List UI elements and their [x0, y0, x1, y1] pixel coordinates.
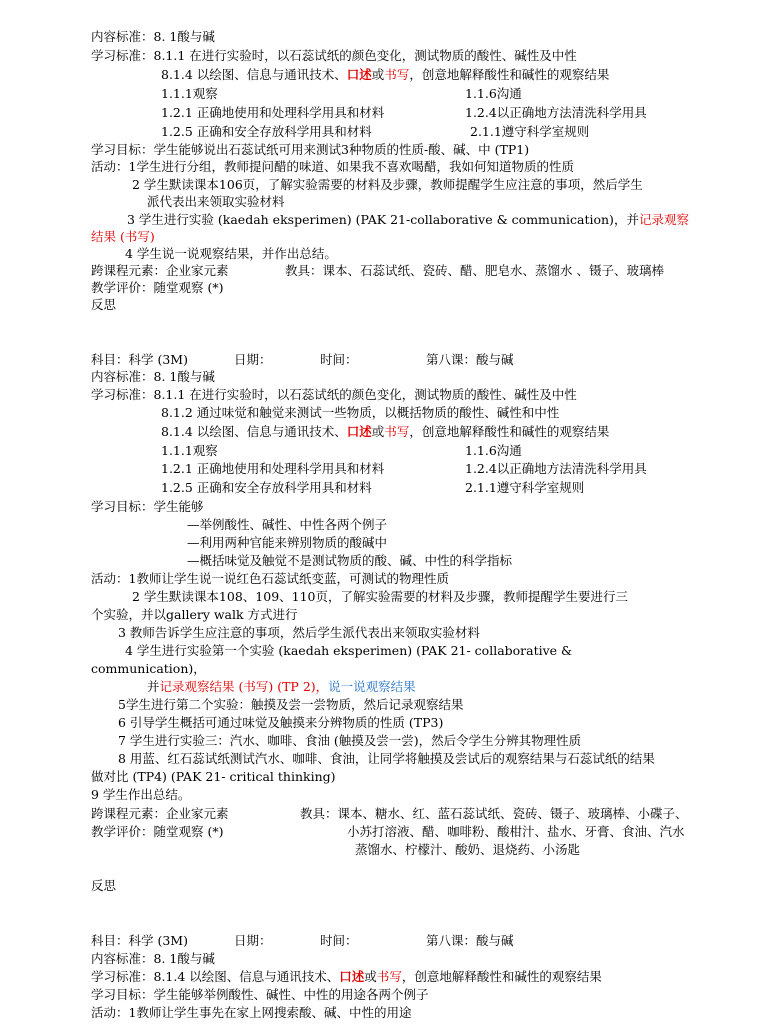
activity-8-cont: 做对比 (TP4) (PAK 21- critical thinking) [91, 769, 336, 784]
activity-2-cont: 派代表出来领取实验材料 [147, 194, 285, 209]
assessment: 教学评价：随堂观察 (*) [91, 280, 224, 295]
skill-116: 1.1.6沟通 [465, 86, 522, 101]
skill-211: 2.1.1遵守科学室规则 [470, 124, 590, 139]
date-label: 日期： [234, 352, 272, 367]
activity-2: 2 学生默读课本106页，了解实验需要的材料及步骤，教师提醒学生应注意的事项，然后学生 [132, 177, 643, 192]
assessment: 教学评价：随堂观察 (*) [91, 824, 224, 839]
skill-211: 2.1.1遵守科学室规则 [465, 480, 585, 495]
content-standard: 内容标准：8. 1酸与碱 [91, 951, 215, 966]
activity-6: 6 引导学生概括可通过味觉及触摸来分辨物质的性质 (TP3) [118, 715, 444, 730]
activity-3: 3 学生进行实验 (kaedah eksperimen) (PAK 21-collaborative & communication)，并记录观察 [127, 212, 689, 227]
learning-objective: 学习目标：学生能够说出石蕊试纸可用来测试3种物质的性质-酸、碱、中 (TP1) [91, 142, 530, 157]
subject: 科目：科学 (3M) [91, 933, 188, 948]
content-standard: 内容标准：8. 1酸与碱 [91, 29, 215, 44]
activity-4-cont: communication)， [91, 661, 206, 676]
skill-124: 1.2.4以正确地方法清洗科学用具 [465, 461, 647, 476]
objective-1: —举例酸性、碱性、中性各两个例子 [187, 517, 388, 532]
date-label: 日期： [234, 933, 272, 948]
learning-standard-811: 学习标准：8.1.1 在进行实验时，以石蕊试纸的颜色变化，测试物质的酸性、碱性及中性 [91, 387, 577, 402]
skill-125: 1.2.5 正确和安全存放科学用具和材料 [161, 124, 372, 139]
activity-1: 活动：1学生进行分组，教师提问醋的味道、如果我不喜欢喝醋，我如何知道物质的性质 [91, 159, 574, 174]
content-standard: 内容标准：8. 1酸与碱 [91, 369, 215, 384]
learning-objective: 学习目标：学生能够 [91, 499, 204, 514]
learning-standard-811: 学习标准：8.1.1 在进行实验时，以石蕊试纸的颜色变化，测试物质的酸性、碱性及中性 [91, 48, 577, 63]
lesson-title: 第八课：酸与碱 [426, 352, 514, 367]
objective-2: —利用两种官能来辨别物质的酸碱中 [187, 535, 388, 550]
skill-116: 1.1.6沟通 [465, 443, 522, 458]
objective-3: —概括味觉及触觉不是测试物质的酸、碱、中性的科学指标 [187, 553, 513, 568]
activity-3: 3 教师告诉学生应注意的事项，然后学生派代表出来领取实验材料 [118, 625, 480, 640]
time-label: 时间： [320, 352, 358, 367]
lesson-title: 第八课：酸与碱 [426, 933, 514, 948]
teaching-aids-3: 蒸馏水、柠檬汁、酸奶、退烧药、小汤匙 [355, 842, 581, 857]
learning-standard-814: 8.1.4 以绘图、信息与通讯技术、口述或书写，创意地解释酸性和碱性的观察结果 [161, 424, 610, 439]
activity-1: 活动：1教师让学生说一说红色石蕊试纸变蓝，可测试的物理性质 [91, 571, 449, 586]
activity-1: 活动：1教师让学生事先在家上网搜索酸、碱、中性的用途 [91, 1005, 412, 1020]
reflection: 反思 [91, 878, 117, 893]
skill-111: 1.1.1观察 [161, 443, 218, 458]
skill-124: 1.2.4以正确地方法清洗科学用具 [465, 105, 647, 120]
learning-standard-814: 学习标准：8.1.4 以绘图、信息与通讯技术、口述或书写，创意地解释酸性和碱性的观察结果 [91, 969, 602, 984]
cross-curricular: 跨课程元素：企业家元素 [91, 263, 229, 278]
activity-3-cont: 结果 (书写) [91, 229, 155, 244]
cross-curricular: 跨课程元素：企业家元素 [91, 806, 229, 821]
activity-4: 4 学生进行实验第一个实验 (kaedah eksperimen) (PAK 21- collaborative & [125, 643, 573, 658]
learning-objective: 学习目标：学生能够举例酸性、碱性、中性的用途各两个例子 [91, 987, 429, 1002]
skill-111: 1.1.1观察 [161, 86, 218, 101]
learning-standard-814: 8.1.4 以绘图、信息与通讯技术、口述或书写，创意地解释酸性和碱性的观察结果 [161, 67, 610, 82]
subject: 科目：科学 (3M) [91, 352, 188, 367]
activity-9: 9 学生作出总结。 [91, 787, 191, 802]
teaching-aids-2: 小苏打溶液、醋、咖啡粉、酸柑汁、盐水、牙膏、食油、汽水 [347, 824, 685, 839]
activity-4-record: 并记录观察结果 (书写) (TP 2)，说一说观察结果 [147, 679, 416, 694]
skill-121: 1.2.1 正确地使用和处理科学用具和材料 [161, 105, 385, 120]
activity-2: 2 学生默读课本108、109、110页，了解实验需要的材料及步骤，教师提醒学生要进行三 [132, 589, 629, 604]
teaching-aids: 教具：课本、糖水、红、蓝石蕊试纸、瓷砖、镊子、玻璃棒、小碟子、 [300, 806, 688, 821]
activity-8: 8 用蓝、红石蕊试纸测试汽水、咖啡、食油，让同学将触摸及尝试后的观察结果与石蕊试纸的结果 [118, 751, 655, 766]
reflection: 反思 [91, 297, 117, 312]
activity-5: 5学生进行第二个实验：触摸及尝一尝物质，然后记录观察结果 [118, 697, 464, 712]
teaching-aids: 教具：课本、石蕊试纸、瓷砖、醋、肥皂水、蒸馏水 、镊子、玻璃棒 [285, 263, 664, 278]
learning-standard-812: 8.1.2 通过味觉和触觉来测试一些物质，以概括物质的酸性、碱性和中性 [161, 405, 560, 420]
activity-2-cont: 个实验，并以gallery walk 方式进行 [91, 607, 298, 622]
activity-4: 4 学生说一说观察结果，并作出总结。 [125, 246, 337, 261]
skill-121: 1.2.1 正确地使用和处理科学用具和材料 [161, 461, 385, 476]
time-label: 时间： [320, 933, 358, 948]
activity-7: 7 学生进行实验三：汽水、咖啡、食油 (触摸及尝一尝)，然后令学生分辨其物理性质 [118, 733, 582, 748]
skill-125: 1.2.5 正确和安全存放科学用具和材料 [161, 480, 372, 495]
